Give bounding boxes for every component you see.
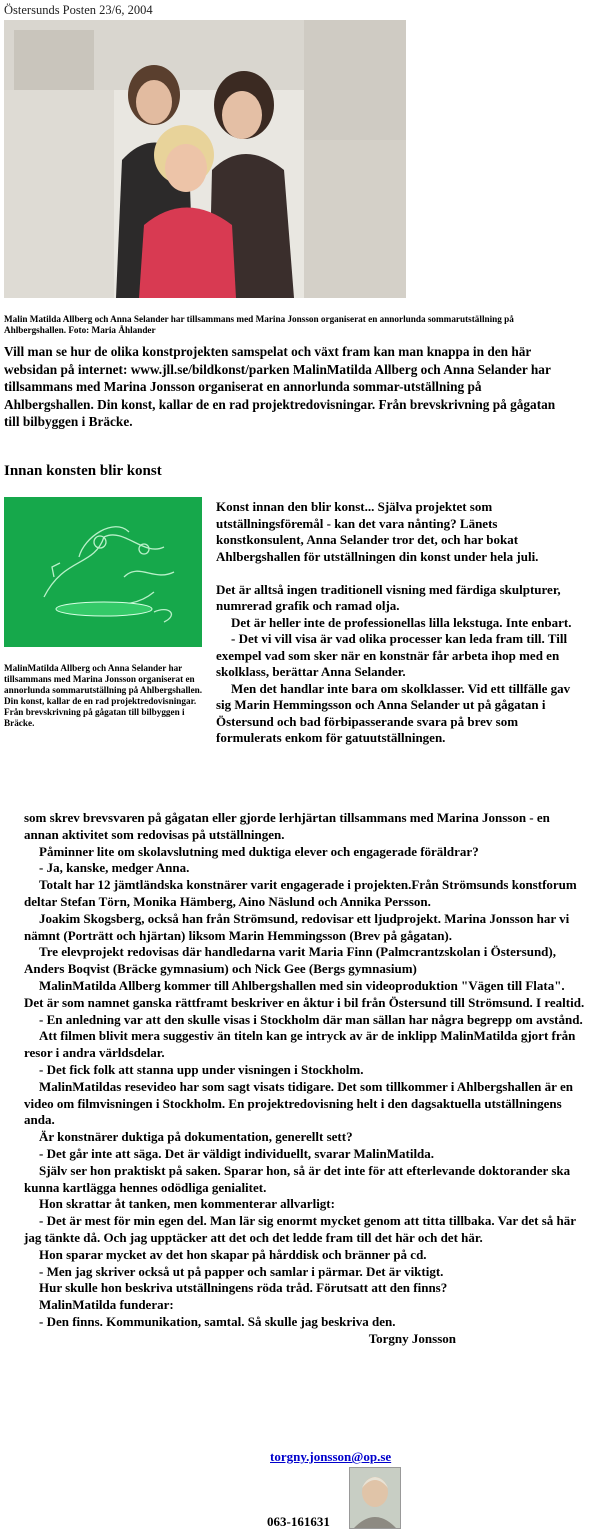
paragraph: - Den finns. Kommunikation, samtal. Så skulle jag beskriva den. <box>39 1313 396 1329</box>
paragraph: Tre elevprojekt redovisas där handledarna varit Maria Finn (Palmcrantzskolan i Östersund), Anders Boqvist (Bräcke gymnasium) och Nick Gee (Bergs gymnasium) <box>24 944 556 977</box>
paragraph: Påminner lite om skolavslutning med duktiga elever och engagerade föräldrar? <box>39 843 479 859</box>
photo-caption: Malin Matilda Allberg och Anna Selander har tillsammans med Marina Jonsson organiserat en annorlunda sommarutställning på Ahlbergshallen. Foto: Maria Åhlander <box>4 314 514 335</box>
author-email-link[interactable]: torgny.jonsson@op.se <box>270 1449 392 1464</box>
photo-three-women <box>4 20 406 298</box>
paragraph: - Det vi vill visa är vad olika processer kan leda fram till. Till exempel vad som sker när en konstnär får arbeta ihop med en skolklass, berättar Anna Selander. <box>216 631 568 679</box>
paragraph: Det är heller inte de professionellas lilla lekstuga. Inte enbart. <box>231 614 572 630</box>
green-map-graphic <box>4 497 202 647</box>
paragraph: MalinMatilda funderar: <box>39 1297 174 1313</box>
paragraph: Själv ser hon praktiskt på saken. Sparar hon, så är det inte för att efterlevande doktorander ska kunna kartlägga hennes odödliga genialitet. <box>24 1162 571 1195</box>
article-heading: Innan konsten blir konst <box>4 463 162 479</box>
article-column <box>216 499 580 747</box>
graphic-caption: MalinMatilda Allberg och Anna Selander har tillsammans med Marina Jonsson organiserat en annorlunda sommarutställning på Ahlbergshallen. Din konst, kallar de en rad projektredovisningar. Från brevskrivning på gågatan till bilbyggen i Bräcke. <box>4 663 203 728</box>
paragraph: Men det handlar inte bara om skolklasser. Vid ett tillfälle gav sig Marin Hemmingsson och Anna Selander ut på gågatan i Östersund och bad förbipasserande svara på brev som formulerats enkom för gatuutställningen. <box>216 680 571 745</box>
author-portrait-icon <box>350 1468 400 1528</box>
photo-three-women-icon <box>4 20 406 298</box>
paragraph: - Ja, kanske, medger Anna. <box>39 860 190 876</box>
paragraph: Att filmen blivit mera suggestiv än titeln kan ge intryck av är de inklipp MalinMatilda gjort från resor i andra världsdelar. <box>24 1028 576 1061</box>
author-portrait <box>349 1467 401 1529</box>
paragraph: - Men jag skriver också ut på papper och samlar i pärmar. Det är viktigt. <box>39 1263 444 1279</box>
green-map-graphic-icon <box>4 497 202 647</box>
article-lead: Vill man se hur de olika konstprojekten samspelat och växt fram kan man knappa in den här websidan på internet: www.jll.se/bildkonst/parken MalinMatilda Allberg och Anna Selander har tillsammans med Marina Jonsson organiserat en annorlunda sommar-utställning på Ahlbergshallen. Din konst, kallar de en rad projektredovisningar. Från brevskrivning på gågatan till bilbyggen i Bräcke. <box>4 344 556 430</box>
author-phone: 063-161631 <box>267 1514 330 1529</box>
paragraph: - Det är mest för min egen del. Man lär sig enormt mycket genom att titta tillbaka. Var det så här jag tänkte då. Och jag upptäcker att det och det ledde fram till det här och det här. <box>24 1213 576 1245</box>
paragraph: MalinMatilda Allberg kommer till Ahlbergshallen med sin videoproduktion "Vägen till Flata". Det är som namnet ganska rättframt beskriver en åktur i bil från Östersund till Strömsund. I realtid. <box>24 977 585 1010</box>
paragraph: Är konstnärer duktiga på dokumentation, generellt sett? <box>39 1129 353 1145</box>
newspaper-source: Östersunds Posten 23/6, 2004 <box>4 3 153 17</box>
paragraph: Joakim Skogsberg, också han från Strömsund, redovisar ett ljudprojekt. Marina Jonsson har vi nämnt (Porträtt och hjärtan) liksom Marin Hemmingsson (Brev på gågatan). <box>24 910 570 943</box>
paragraph: - Det fick folk att stanna upp under visningen i Stockholm. <box>39 1061 364 1077</box>
paragraph: Konst innan den blir konst... Själva projektet som utställningsföremål - kan det vara nånting? Länets konstkonsulent, Anna Selander tror det, och har bokat Ahlbergshallen för utställningen din konst under hela juli. <box>216 499 539 564</box>
paragraph: Hon sparar mycket av det hon skapar på hårddisk och bränner på cd. <box>39 1246 427 1262</box>
article-body <box>24 810 586 1348</box>
paragraph: Det är alltså ingen traditionell visning med färdiga skulpturer, numrerad grafik och ramad olja. <box>216 581 561 613</box>
paragraph: - Det går inte att säga. Det är väldigt individuellt, svarar MalinMatilda. <box>39 1145 435 1161</box>
paragraph: MalinMatildas resevideo har som sagt visats tidigare. Det som tillkommer i Ahlbergshallen är en video om filmvisningen i Stockholm. En projektredovisning helt i den dagsaktuella utställningens anda. <box>24 1078 573 1128</box>
paragraph: - En anledning var att den skulle visas i Stockholm där man sällan har några begrepp om avstånd. <box>39 1011 583 1027</box>
author-signature: Torgny Jonsson <box>368 1330 456 1346</box>
paragraph: Totalt har 12 jämtländska konstnärer varit engagerade i projekten.Från Strömsunds konstforum deltar Stefan Törn, Monika Hämberg, Aino Näslund och Annika Persson. <box>24 877 577 909</box>
paragraph: Hon skrattar åt tanken, men kommenterar allvarligt: <box>39 1196 335 1212</box>
paragraph: Hur skulle hon beskriva utställningens röda tråd. Förutsatt att den finns? <box>39 1280 448 1296</box>
paragraph: som skrev brevsvaren på gågatan eller gjorde lerhjärtan tillsammans med Marina Jonsson - en annan aktivitet som redovisas på utställningen. <box>24 810 550 842</box>
